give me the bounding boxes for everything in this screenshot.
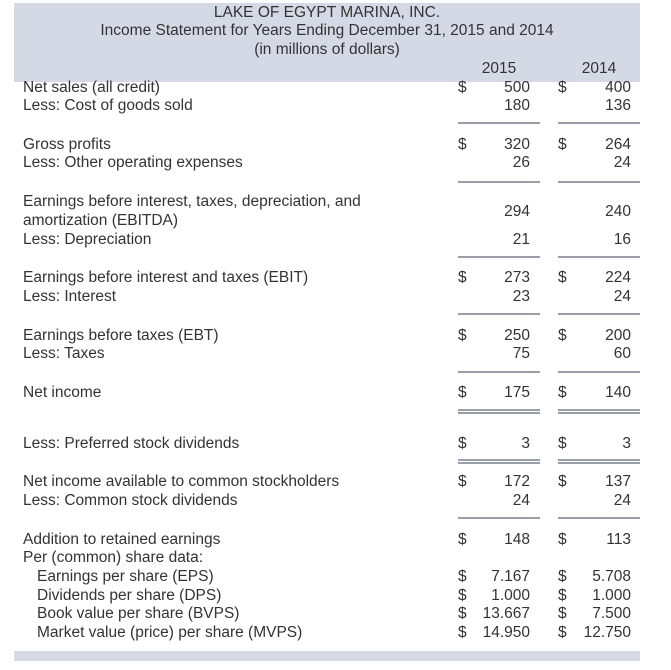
cogs-2015: 180 bbox=[504, 97, 530, 114]
mvps-label: Market value (price) per share (MVPS) bbox=[37, 624, 303, 641]
units-note: (in millions of dollars) bbox=[254, 41, 400, 58]
currency-sign: $ bbox=[558, 473, 567, 490]
ni-common-2015: 172 bbox=[504, 473, 530, 490]
year-2015-header: 2015 bbox=[481, 60, 517, 77]
depreciation-2015: 21 bbox=[512, 231, 530, 248]
dps-2014: 1.000 bbox=[592, 587, 631, 604]
dps-label: Dividends per share (DPS) bbox=[37, 587, 222, 604]
currency-sign: $ bbox=[558, 435, 567, 452]
ebt-label: Earnings before taxes (EBT) bbox=[23, 327, 219, 344]
company-name: LAKE OF EGYPT MARINA, INC. bbox=[213, 4, 441, 21]
mvps-2014: 12.750 bbox=[583, 624, 631, 641]
subtotal-rule bbox=[458, 313, 540, 315]
subtotal-rule bbox=[558, 517, 640, 519]
ebitda-label-line1: Earnings before interest, taxes, depreciation, and bbox=[23, 193, 361, 210]
subtotal-rule bbox=[558, 313, 640, 315]
currency-sign: $ bbox=[458, 79, 467, 96]
gross-profits-label: Gross profits bbox=[23, 136, 111, 153]
currency-sign: $ bbox=[458, 384, 467, 401]
year-2014-header: 2014 bbox=[581, 60, 617, 77]
opex-label: Less: Other operating expenses bbox=[23, 154, 243, 171]
total-double-rule bbox=[458, 409, 540, 414]
ebit-label: Earnings before interest and taxes (EBIT) bbox=[23, 269, 309, 286]
cogs-2014: 136 bbox=[605, 97, 631, 114]
currency-sign: $ bbox=[458, 587, 467, 604]
subtotal-rule bbox=[458, 122, 540, 124]
currency-sign: $ bbox=[458, 327, 467, 344]
statement-title: Income Statement for Years Ending December 31, 2015 and 2014 bbox=[100, 22, 554, 39]
bvps-label: Book value per share (BVPS) bbox=[37, 605, 240, 622]
total-double-rule bbox=[558, 409, 640, 414]
common-dividends-label: Less: Common stock dividends bbox=[23, 492, 238, 509]
currency-sign: $ bbox=[458, 269, 467, 286]
eps-2014: 5.708 bbox=[592, 568, 631, 585]
currency-sign: $ bbox=[558, 384, 567, 401]
footer-band bbox=[14, 651, 640, 661]
subtotal-rule bbox=[558, 256, 640, 258]
ni-common-label: Net income available to common stockholders bbox=[23, 473, 340, 490]
subtotal-rule bbox=[458, 371, 540, 373]
net-income-2015: 175 bbox=[504, 384, 530, 401]
eps-2015: 7.167 bbox=[491, 568, 530, 585]
total-double-rule bbox=[458, 459, 540, 464]
ebt-2014: 200 bbox=[605, 327, 631, 344]
ebitda-2015: 294 bbox=[504, 203, 530, 220]
net-sales-2015: 500 bbox=[504, 79, 530, 96]
gross-profits-2014: 264 bbox=[605, 136, 631, 153]
opex-2015: 26 bbox=[512, 154, 530, 171]
retained-earnings-label: Addition to retained earnings bbox=[23, 531, 221, 548]
subtotal-rule bbox=[458, 256, 540, 258]
taxes-2014: 60 bbox=[613, 345, 631, 362]
currency-sign: $ bbox=[458, 624, 467, 641]
retained-earnings-2015: 148 bbox=[504, 531, 530, 548]
opex-2014: 24 bbox=[613, 154, 631, 171]
interest-label: Less: Interest bbox=[23, 288, 117, 305]
taxes-label: Less: Taxes bbox=[23, 345, 105, 362]
gross-profits-2015: 320 bbox=[504, 136, 530, 153]
preferred-dividends-label: Less: Preferred stock dividends bbox=[23, 435, 240, 452]
currency-sign: $ bbox=[458, 136, 467, 153]
currency-sign: $ bbox=[558, 269, 567, 286]
subtotal-rule bbox=[558, 371, 640, 373]
retained-earnings-2014: 113 bbox=[606, 531, 631, 548]
mvps-2015: 14.950 bbox=[482, 624, 530, 641]
currency-sign: $ bbox=[458, 568, 467, 585]
ebt-2015: 250 bbox=[504, 327, 530, 344]
currency-sign: $ bbox=[558, 605, 567, 622]
currency-sign: $ bbox=[558, 587, 567, 604]
common-dividends-2015: 24 bbox=[512, 492, 530, 509]
total-double-rule bbox=[558, 459, 640, 464]
depreciation-label: Less: Depreciation bbox=[23, 231, 152, 248]
currency-sign: $ bbox=[558, 568, 567, 585]
currency-sign: $ bbox=[558, 531, 567, 548]
currency-sign: $ bbox=[458, 435, 467, 452]
subtotal-rule bbox=[558, 181, 640, 183]
taxes-2015: 75 bbox=[512, 345, 530, 362]
net-sales-label: Net sales (all credit) bbox=[23, 79, 160, 96]
currency-sign: $ bbox=[558, 136, 567, 153]
bvps-2014: 7.500 bbox=[592, 605, 631, 622]
ni-common-2014: 137 bbox=[605, 473, 631, 490]
currency-sign: $ bbox=[558, 79, 567, 96]
interest-2014: 24 bbox=[613, 288, 631, 305]
currency-sign: $ bbox=[458, 605, 467, 622]
currency-sign: $ bbox=[458, 531, 467, 548]
cogs-label: Less: Cost of goods sold bbox=[23, 97, 193, 114]
currency-sign: $ bbox=[558, 624, 567, 641]
currency-sign: $ bbox=[558, 327, 567, 344]
currency-sign: $ bbox=[458, 473, 467, 490]
interest-2015: 23 bbox=[512, 288, 530, 305]
subtotal-rule bbox=[458, 517, 540, 519]
ebit-2014: 224 bbox=[605, 269, 631, 286]
net-sales-2014: 400 bbox=[605, 79, 631, 96]
preferred-dividends-2015: 3 bbox=[521, 435, 530, 452]
per-share-heading: Per (common) share data: bbox=[23, 549, 204, 566]
bvps-2015: 13.667 bbox=[482, 605, 530, 622]
ebit-2015: 273 bbox=[504, 269, 530, 286]
ebitda-2014: 240 bbox=[605, 203, 631, 220]
net-income-label: Net income bbox=[23, 384, 102, 401]
subtotal-rule bbox=[458, 181, 540, 183]
eps-label: Earnings per share (EPS) bbox=[37, 568, 214, 585]
net-income-2014: 140 bbox=[605, 384, 631, 401]
subtotal-rule bbox=[558, 122, 640, 124]
dps-2015: 1.000 bbox=[491, 587, 530, 604]
preferred-dividends-2014: 3 bbox=[622, 435, 631, 452]
common-dividends-2014: 24 bbox=[613, 492, 631, 509]
ebitda-label-line2: amortization (EBITDA) bbox=[23, 212, 179, 229]
depreciation-2014: 16 bbox=[613, 231, 631, 248]
